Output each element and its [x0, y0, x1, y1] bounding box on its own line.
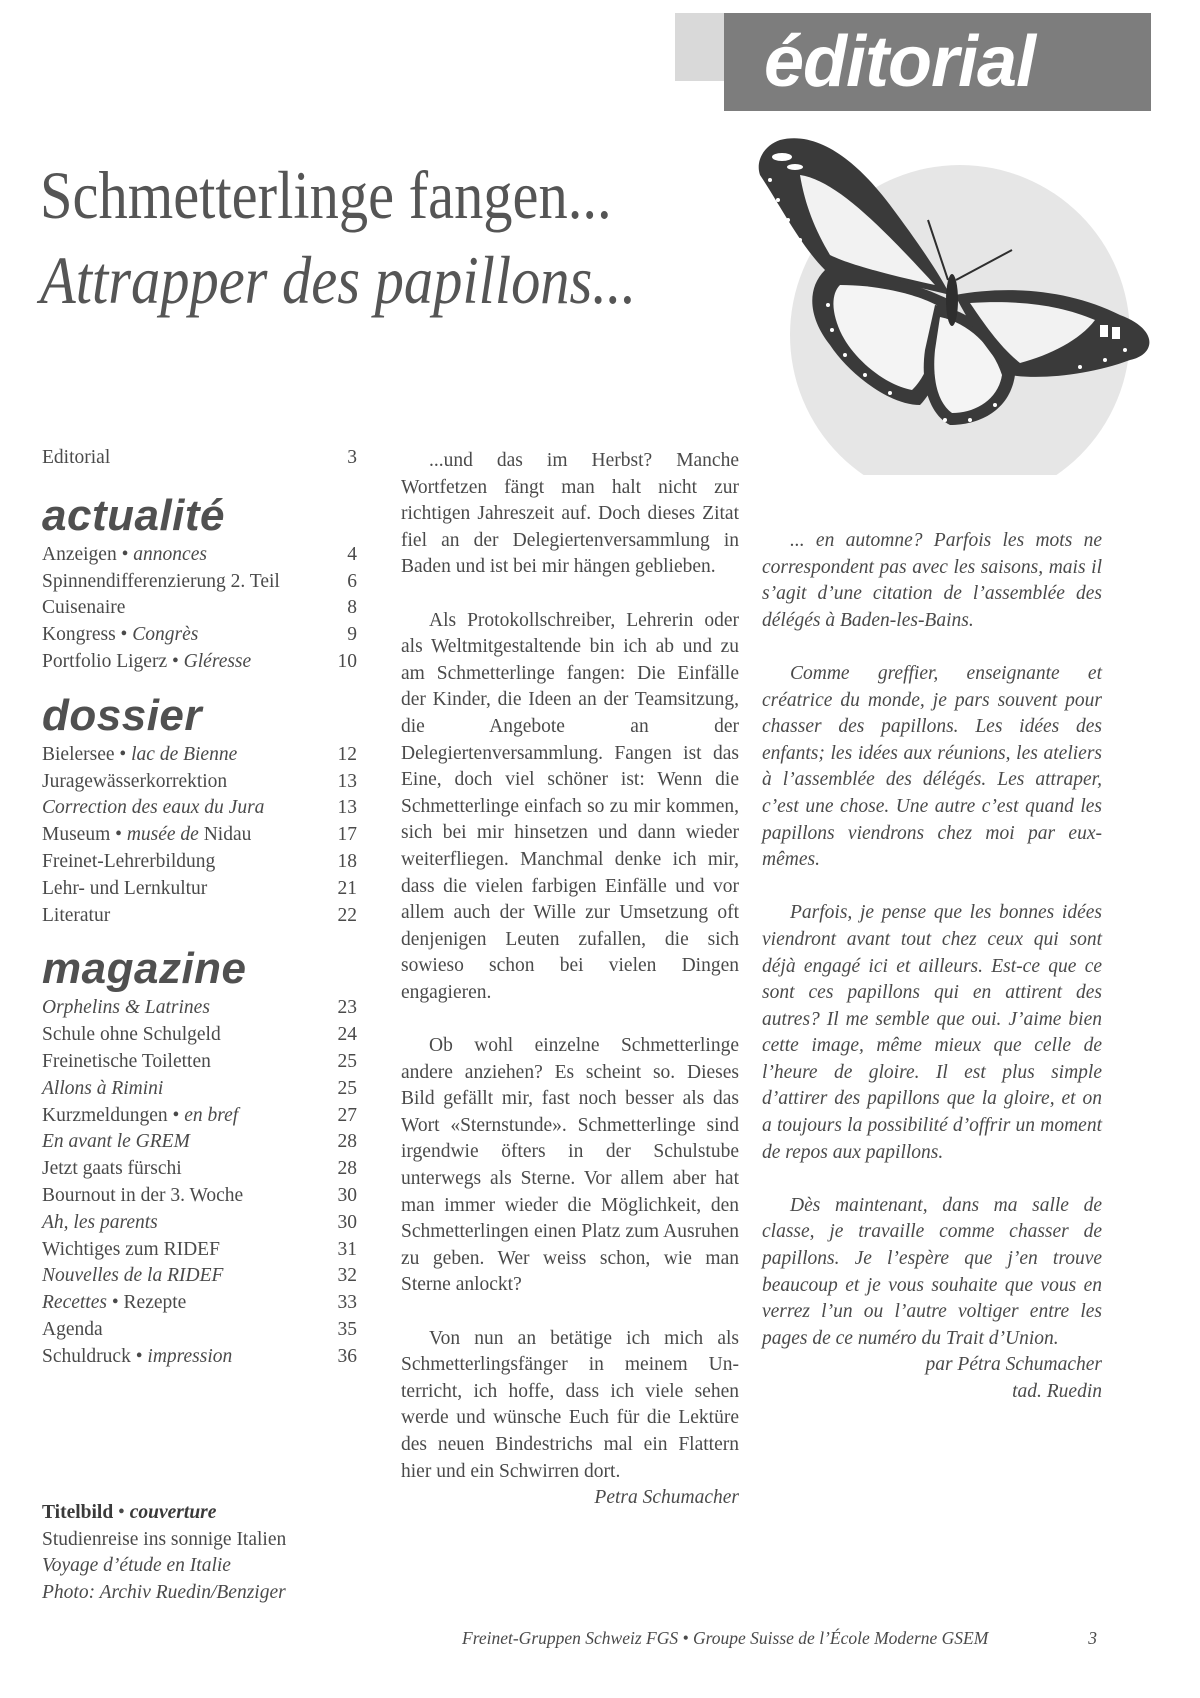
toc-page-number: 24 [337, 1024, 357, 1046]
article-de-paragraph: Von nun an betätige ich mich als Schmetterlingsfänger in meinem Unterricht, ich hoffe, dass ich viele sehen werde und wünsche Euch für die Lektüre des neuen Bindestrichs mal ein Flattern hier und ein Schwirren dort. [401, 1327, 739, 1482]
toc-page-number: 28 [337, 1131, 357, 1153]
toc-item[interactable]: Lehr- und Lernkultur 21 [42, 876, 357, 903]
toc-item[interactable]: Freinetische Toiletten 25 [42, 1049, 357, 1076]
page-title-de: Schmetterlinge fangen... [40, 157, 612, 233]
toc-item[interactable]: Schule ohne Schulgeld 24 [42, 1022, 357, 1049]
toc-page-number: 27 [337, 1104, 357, 1126]
article-fr-translator: tad. Ruedin [1012, 1381, 1102, 1402]
toc-item-editorial[interactable]: Editorial 3 [42, 447, 357, 468]
article-de-paragraph: Als Protokollschreiber, Lehrerin oder als Weltmitgestaltende bin ich ab und zu am Schmetterlinge fangen: Die Einfälle der Kinder, die Ideen an der Teamsitzung, die Angebote an der Delegiertenversammlung. Fangen ist das Eine, doch viel schöner ist: Wenn die Schmetterlinge einfach so zu mir kommen, sich bei mir hinsetzen und dann wieder weiterfliegen. Manchmal denke ich mir, dass die vielen farbigen Einfälle und vor allem auch der Wille zur Umsetzung oft denjenigen Leuten zufallen, die sich sowieso schon bei vielen Dingen engagieren. [401, 609, 739, 1003]
toc-item[interactable]: Cuisenaire 8 [42, 595, 357, 622]
article-fr-paragraph: ... en automne? Parfois les mots ne correspondent pas avec les saisons, mais il s’agit d’une citation de l’assemblée des délégés à Baden-les-Bains. [762, 530, 1102, 631]
toc-item[interactable]: Nouvelles de la RIDEF 32 [42, 1263, 357, 1290]
toc-page-number: 36 [337, 1345, 357, 1367]
page-number: 3 [1088, 1628, 1097, 1648]
toc-item[interactable]: Kongress • Congrès 9 [42, 622, 357, 649]
toc-item[interactable]: Jetzt gaats fürschi 28 [42, 1156, 357, 1183]
toc-item[interactable]: Orphelins & Latrines 23 [42, 995, 357, 1022]
toc-item[interactable]: Portfolio Ligerz • Gléresse 10 [42, 649, 357, 676]
toc-page-number: 22 [337, 904, 357, 926]
toc-item[interactable]: Museum • musée de Nidau 17 [42, 822, 357, 849]
cover-caption: Titelbild • couverture Studienreise ins sonnige Italien Voyage d’étude en Italie Photo: Archiv Ruedin/Benziger [42, 1500, 362, 1606]
toc-page-number: 4 [347, 543, 357, 565]
toc-page-number: 31 [337, 1238, 357, 1260]
toc-page-number: 30 [337, 1184, 357, 1206]
toc-item[interactable]: Kurzmeldungen • en bref 27 [42, 1103, 357, 1130]
toc-item[interactable]: Schuldruck • impression 36 [42, 1344, 357, 1371]
toc-page-number: 17 [337, 824, 357, 846]
article-fr-paragraph: Comme greffier, enseignante et créatrice du monde, je pars souvent pour chasser des papillons. Les idées des enfants; les idées aux réunions, les ateliers à l’assemblée des délégés. Les attraper, c’est une chose. Une autre c’est quand les papillons viendrons chez moi par eux-mêmes. [762, 662, 1102, 871]
section-tag-accent [675, 13, 725, 81]
toc-page-number: 12 [337, 743, 357, 765]
toc-page-number: 25 [337, 1050, 357, 1072]
cover-line-de: Studienreise ins sonnige Italien [42, 1528, 287, 1550]
article-de-paragraph: Ob wohl einzelne Schmetterlinge andere anziehen? Es scheint so. Dieses Bild gefällt mir, fast noch besser als das Wort «Sternstunde». Schmetterlinge sind irgendwie öfters in der Schulstube unterwegs als Sterne. Vor allem aber hat man immer wieder die Möglichkeit, den Schmetterlingen einen Platz zum Ausruhen zu geben. Wer weiss schon, wie man Sterne anlockt? [401, 1035, 739, 1296]
article-fr-paragraph: Dès maintenant, dans ma salle de classe, je travaille comme chasser de papillons. Je l’espère que j’en trouve beaucoup et je vous souhaite que vous en verrez l’un ou l’autre voltiger entre les pages de ce numéro du Trait d’Union. [762, 1194, 1102, 1349]
article-de [401, 448, 739, 1512]
toc-item[interactable]: Juragewässerkorrektion 13 [42, 769, 357, 796]
toc-page-number: 25 [337, 1077, 357, 1099]
toc-page-number: 21 [337, 877, 357, 899]
cover-line-fr: Voyage d’étude en Italie [42, 1555, 231, 1576]
article-fr-signature: par Pétra Schumacher [925, 1354, 1102, 1376]
article-fr [762, 528, 1102, 1406]
toc-page-number: 33 [337, 1292, 357, 1314]
table-of-contents [42, 445, 357, 1371]
cover-photo-credit: Photo: Archiv Ruedin/Benziger [42, 1581, 286, 1603]
toc-page-number: 18 [337, 850, 357, 872]
toc-page-number: 8 [347, 597, 357, 619]
toc-page-number: 35 [337, 1318, 357, 1340]
toc-page-number: 13 [337, 770, 357, 792]
toc-item[interactable]: Correction des eaux du Jura 13 [42, 795, 357, 822]
toc-page-number: 23 [337, 997, 357, 1019]
toc-page-number: 28 [337, 1158, 357, 1180]
toc-page-number: 10 [337, 650, 357, 672]
butterfly-illustration-icon [740, 135, 1160, 475]
article-de-signature: Petra Schumacher [594, 1487, 739, 1509]
footer-publication: Freinet-Gruppen Schweiz FGS • Groupe Suisse de l’École Moderne GSEM [462, 1628, 989, 1648]
toc-page-number: 9 [347, 624, 357, 646]
toc-item[interactable]: Ah, les parents 30 [42, 1210, 357, 1237]
toc-item[interactable]: Literatur 22 [42, 903, 357, 930]
toc-section-heading: dossier [42, 690, 203, 740]
page-footer [462, 1628, 1097, 1649]
article-fr-paragraph: Parfois, je pense que les bonnes idées viendront avant tout chez ceux qui sont déjà engagé ici et ailleurs. Est-ce que ce sont ces papillons qui en attirent des autres? Il me semble que oui. J’aime bien cette image, même mieux que celle de l’heure de gloire. Il est plus simple d’attirer des papillons que la gloire, et on a toujours la possibilité d’offrir un moment de repos aux papillons. [762, 902, 1102, 1163]
cover-label-de: Titelbild [42, 1502, 114, 1523]
toc-item[interactable]: Bournout in der 3. Woche 30 [42, 1183, 357, 1210]
toc-page-number: 13 [337, 797, 357, 819]
toc-item[interactable]: Allons à Rimini 25 [42, 1076, 357, 1103]
toc-page-number: 6 [347, 570, 357, 592]
cover-label-fr: couverture [129, 1502, 217, 1523]
toc-item[interactable]: Spinnendifferenzierung 2. Teil 6 [42, 569, 357, 596]
toc-section-heading: actualité [42, 490, 226, 540]
toc-item[interactable]: Anzeigen • annonces 4 [42, 542, 357, 569]
toc-item[interactable]: Freinet-Lehrerbildung 18 [42, 849, 357, 876]
toc-item[interactable]: Bielersee • lac de Bienne 12 [42, 742, 357, 769]
toc-item[interactable]: En avant le GREM 28 [42, 1129, 357, 1156]
page-title-fr: Attrapper des papillons... [40, 242, 637, 318]
toc-item[interactable]: Agenda 35 [42, 1317, 357, 1344]
toc-page-number: 32 [337, 1265, 357, 1287]
toc-item[interactable]: Wichtiges zum RIDEF 31 [42, 1237, 357, 1264]
toc-page-number: 30 [337, 1211, 357, 1233]
toc-item[interactable]: Recettes • Rezepte 33 [42, 1290, 357, 1317]
section-tag: éditorial [724, 13, 1151, 111]
toc-section-heading: magazine [42, 944, 247, 994]
article-de-paragraph: ...und das im Herbst? Manche Wortfetzen fängt man halt nicht zur richtigen Jahreszeit auf. Doch dieses Zitat fiel an der Delegiertenversammlung in Baden und ist bei mir hängen geblieben. [401, 450, 739, 578]
